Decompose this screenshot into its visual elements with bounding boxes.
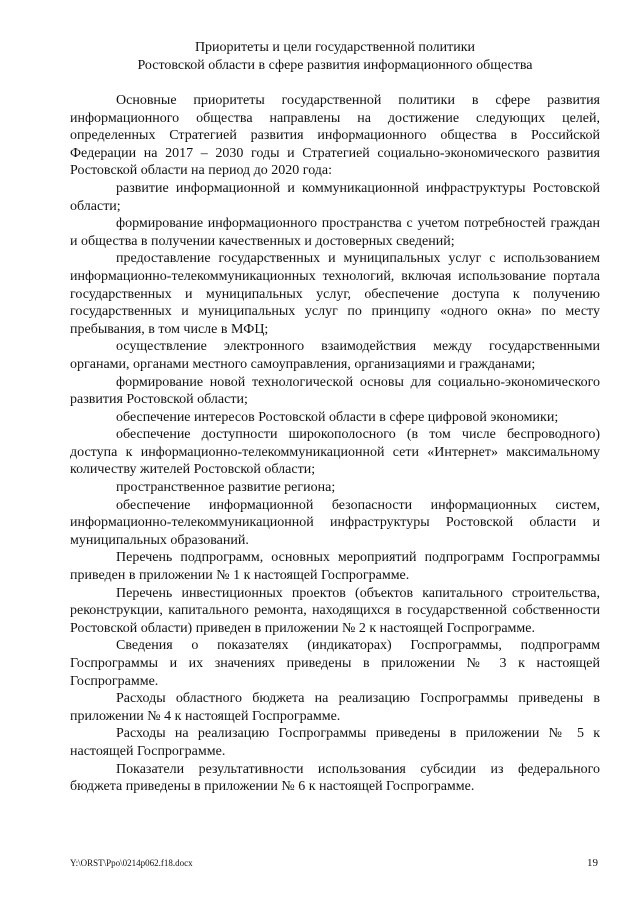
paragraph-appendix-5: Расходы на реализацию Госпрограммы приведены в приложении № 5 к настоящей Госпрограмме.: [70, 726, 600, 759]
paragraph-appendix-6: Показатели результативности использования субсидии из федерального бюджета приведены в приложении № 6 к настоящей Госпрограмме.: [70, 761, 600, 795]
title-line-1: Приоритеты и цели государственной политики: [194, 40, 476, 55]
paragraph-information-security: обеспечение информационной безопасности информационных систем, информационно-телекоммуникационной инфраструктуры Ростовской области и муниципальных образований.: [70, 497, 600, 548]
paragraph-technology-basis: формирование новой технологической основы для социально-экономического развития Ростовской области;: [70, 374, 600, 408]
paragraph-digital-economy: обеспечение интересов Ростовской области в сфере цифровой экономики;: [116, 409, 559, 425]
paragraph-infrastructure: развитие информационной и коммуникационной инфраструктуры Ростовской области;: [70, 180, 600, 214]
paragraph-broadband-access: обеспечение доступности широкополосного (в том числе беспроводного) доступа к информационно-телекоммуникационной сети «Интернет» максимальному количеству жителей Ростовской области;: [70, 427, 600, 478]
page-number: 19: [587, 857, 598, 869]
paragraph-appendix-3: Сведения о показателях (индикаторах) Госпрограммы, подпрограмм Госпрограммы и их значениях приведены в приложении № 3 к настоящей Госпрограмме.: [70, 638, 600, 689]
paragraph-appendix-1: Перечень подпрограмм, основных мероприятий подпрограмм Госпрограммы приведен в приложении № 1 к настоящей Госпрограмме.: [70, 550, 600, 584]
paragraph-public-services: предоставление государственных и муниципальных услуг с использованием информационно-телекоммуникационных технологий, включая использование портала государственных и муниципальных услуг, обеспечение доступа к получению государственных и муниципальных услуг по принципу «одного окна» по месту пребывания, в том числе в МФЦ;: [70, 251, 600, 337]
paragraph-information-space: формирование информационного пространства с учетом потребностей граждан и общества в получении качественных и достоверных сведений;: [70, 216, 600, 249]
paragraph-spatial-development: пространственное развитие региона;: [116, 480, 336, 496]
paragraph-appendix-4: Расходы областного бюджета на реализацию Госпрограммы приведены в приложении № 4 к настоящей Госпрограмме.: [70, 691, 600, 724]
paragraph-intro: Основные приоритеты государственной политики в сфере развития информационного общества направлены на достижение следующих целей, определенных Стратегией развития информационного общества в Российской Федерации на 2017 – 2030 годы и Стратегией социально-экономического развития Ростовской области на период до 2020 года:: [70, 93, 600, 179]
title-line-2: Ростовской области в сфере развития информационного общества: [137, 57, 533, 73]
document-title: [70, 39, 600, 74]
document-body: [70, 92, 600, 796]
footer-file-path: Y:\ORST\Ppo\0214p062.f18.docx: [70, 858, 193, 868]
paragraph-electronic-interaction: осуществление электронного взаимодействия между государственными органами, органами местного самоуправления, организациями и гражданами;: [70, 339, 600, 372]
paragraph-appendix-2: Перечень инвестиционных проектов (объектов капитального строительства, реконструкции, капитального ремонта, находящихся в государственной собственности Ростовской области) приведен в приложении № 2 к настоящей Госпрограмме.: [70, 585, 600, 636]
